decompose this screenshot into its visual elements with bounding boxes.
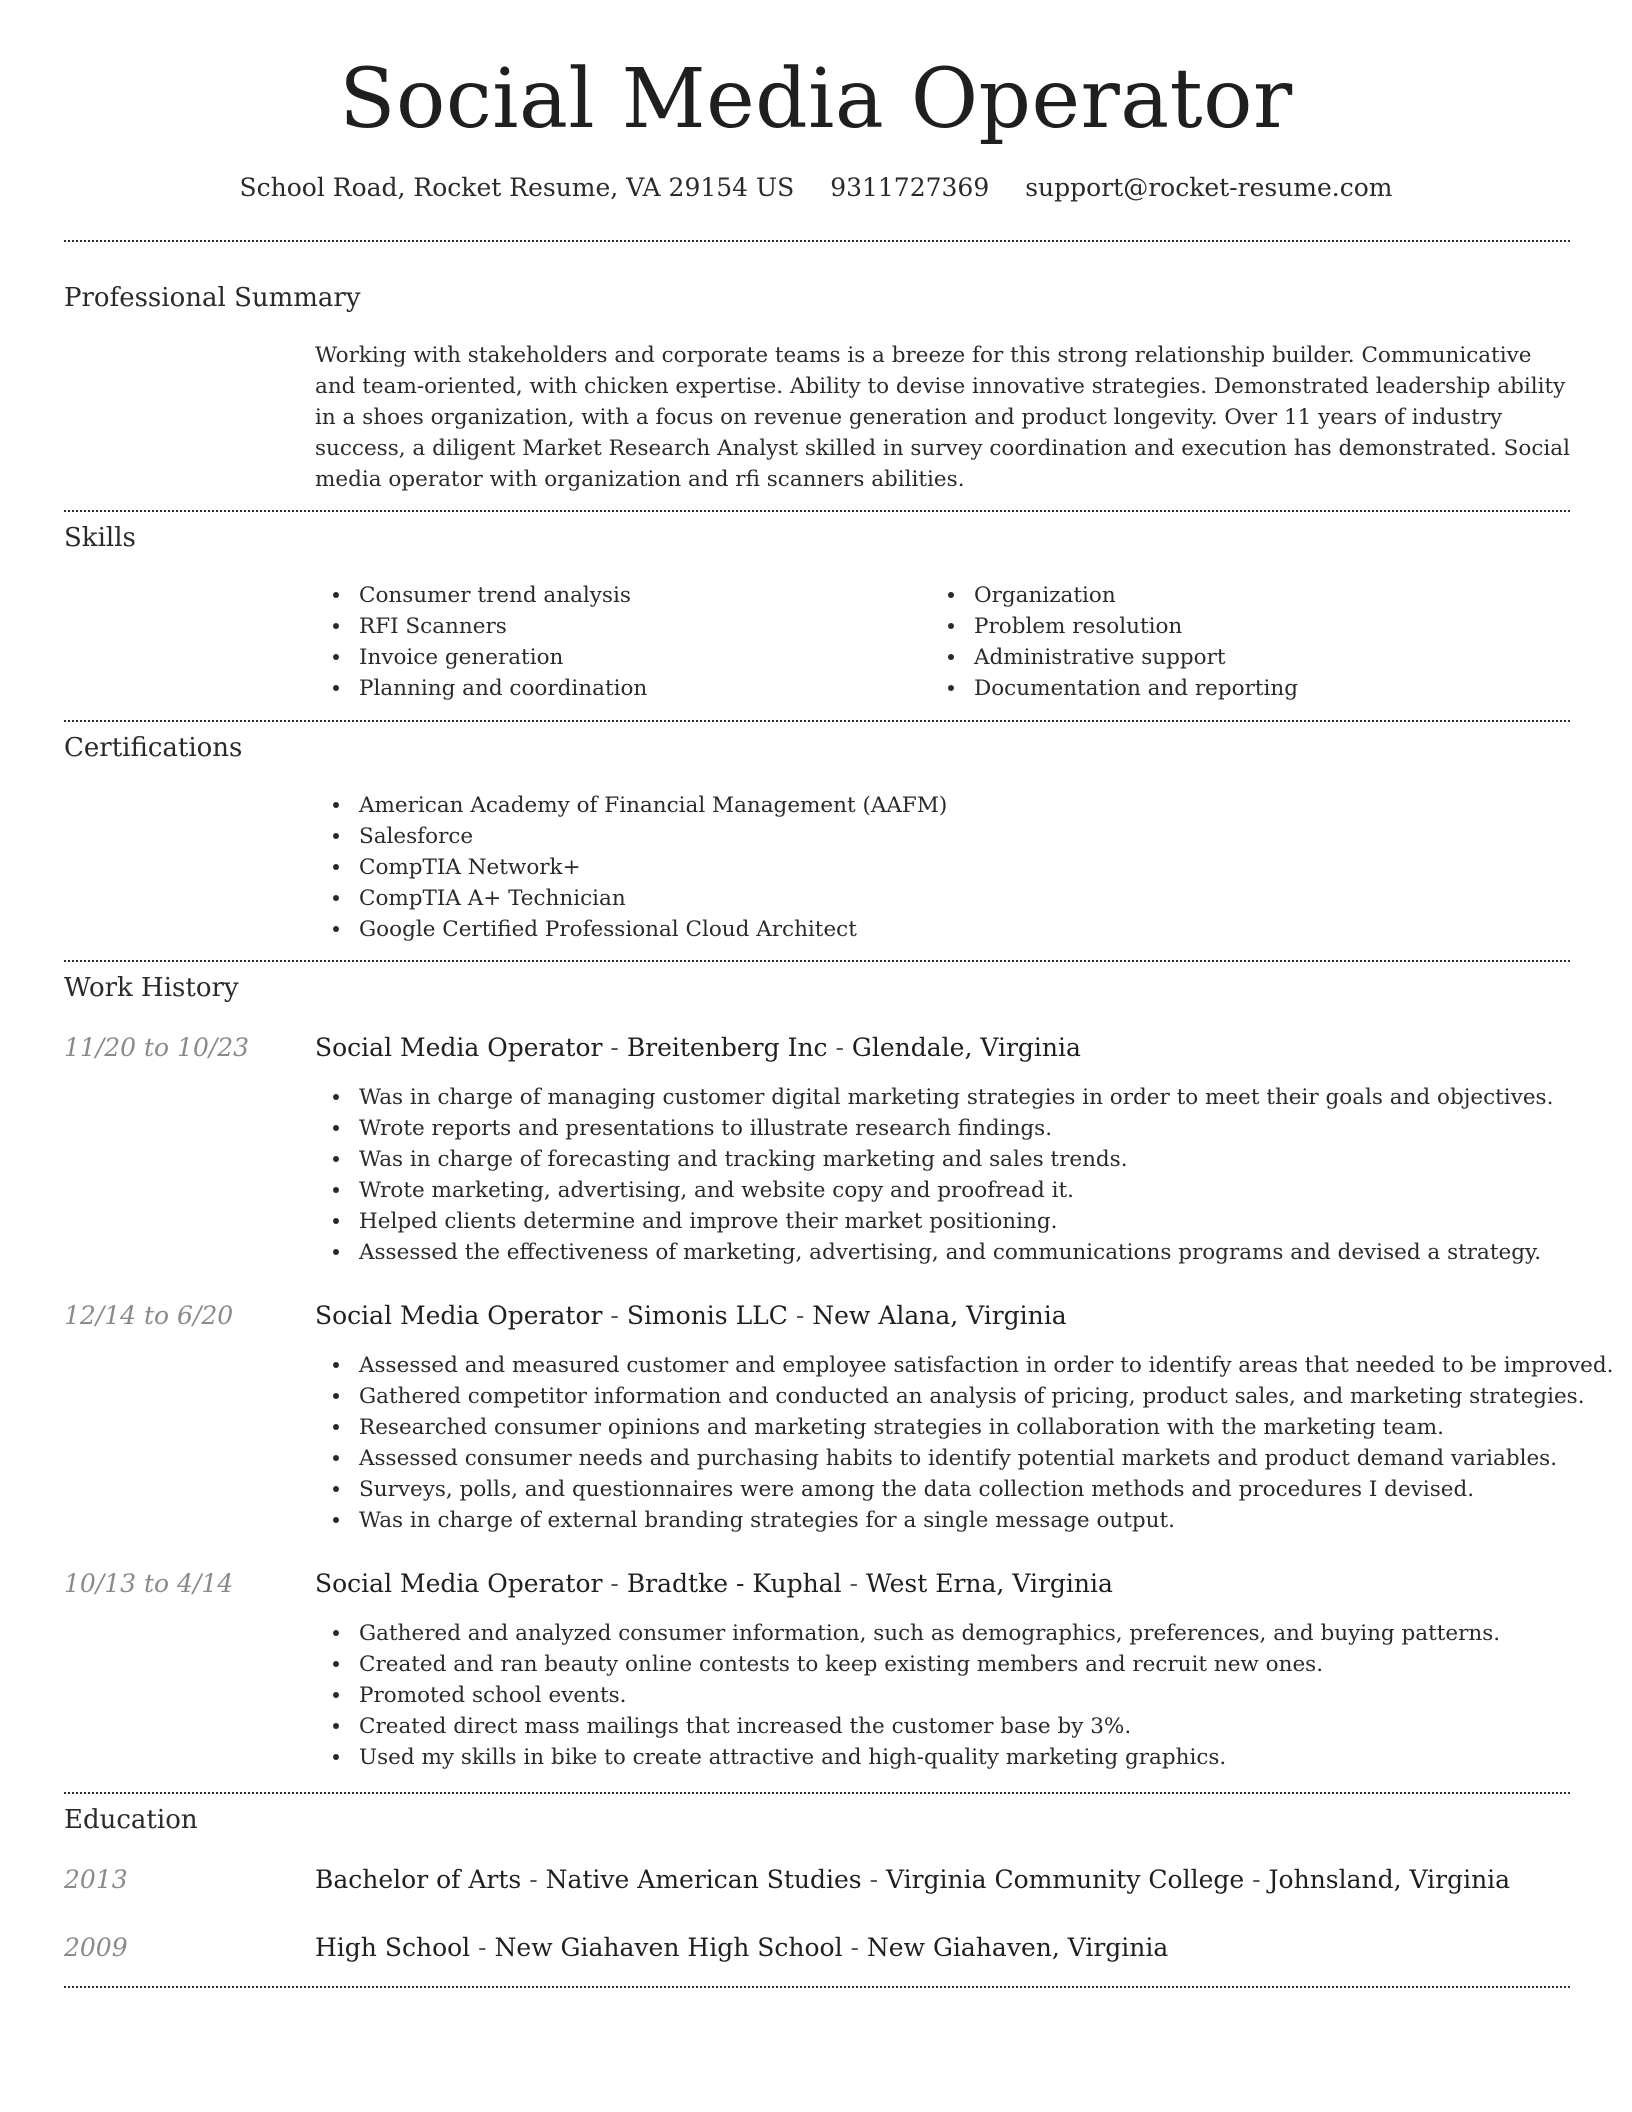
education-school: Virginia Community College	[885, 1865, 1245, 1894]
separator: -	[1244, 1865, 1269, 1894]
job-bullet: Was in charge of external branding strategies for a single message output.	[359, 1505, 1613, 1536]
separator: -	[827, 1033, 852, 1062]
job-bullet: Assessed consumer needs and purchasing habits to identify potential markets and product demand variables.	[359, 1443, 1613, 1474]
job-bullet: Wrote marketing, advertising, and website copy and proofread it.	[359, 1175, 1553, 1206]
separator: -	[602, 1569, 627, 1598]
separator: -	[470, 1933, 495, 1962]
education-school: New Giahaven High School	[494, 1933, 843, 1962]
separator: -	[861, 1865, 886, 1894]
job-heading	[315, 1030, 1081, 1066]
separator: -	[841, 1569, 866, 1598]
job-dates: 12/14 to 6/20	[64, 1301, 234, 1330]
job-company: Simonis LLC	[626, 1301, 788, 1330]
job-bullet: Assessed the effectiveness of marketing, advertising, and communications programs and devised a strategy.	[359, 1237, 1553, 1268]
certification-item: American Academy of Financial Management (AAFM)	[359, 790, 947, 821]
job-location: Glendale, Virginia	[851, 1033, 1081, 1062]
job-title: Social Media Operator	[315, 1569, 603, 1598]
skill-item: Organization	[974, 580, 1298, 611]
job-bullets	[315, 1618, 1500, 1773]
separator: -	[521, 1865, 546, 1894]
job-bullet: Gathered competitor information and conducted an analysis of pricing, product sales, and marketing strategies.	[359, 1381, 1613, 1412]
skill-item: Problem resolution	[974, 611, 1298, 642]
separator: -	[602, 1033, 627, 1062]
section-divider	[64, 720, 1570, 722]
section-divider	[64, 960, 1570, 962]
job-bullet: Created direct mass mailings that increased the customer base by 3%.	[359, 1711, 1500, 1742]
separator: -	[842, 1933, 867, 1962]
job-heading	[315, 1298, 1067, 1334]
skill-item: Invoice generation	[359, 642, 647, 673]
candidate-name: Social Media Operator	[339, 52, 1293, 147]
education-location: New Giahaven, Virginia	[866, 1933, 1169, 1962]
contact-email: support@rocket-resume.com	[1025, 173, 1393, 202]
skills-list-left	[315, 580, 647, 704]
skills-heading: Skills	[64, 523, 136, 553]
skill-item: Documentation and reporting	[974, 673, 1298, 704]
certifications-heading: Certifications	[64, 733, 243, 763]
job-bullet: Created and ran beauty online contests to keep existing members and recruit new ones.	[359, 1649, 1500, 1680]
section-divider	[64, 510, 1570, 512]
job-bullet: Gathered and analyzed consumer information, such as demographics, preferences, and buying patterns.	[359, 1618, 1500, 1649]
job-heading	[315, 1566, 1113, 1602]
job-bullets	[315, 1082, 1553, 1268]
job-location: West Erna, Virginia	[865, 1569, 1113, 1598]
skills-list-right	[930, 580, 1298, 704]
job-dates: 10/13 to 4/14	[64, 1569, 234, 1598]
contact-address: School Road, Rocket Resume, VA 29154 US	[239, 173, 795, 202]
certification-item: Salesforce	[359, 821, 947, 852]
skill-item: Administrative support	[974, 642, 1298, 673]
education-year: 2009	[64, 1933, 128, 1962]
education-entry	[315, 1862, 1510, 1898]
education-heading: Education	[64, 1805, 198, 1835]
skill-item: Planning and coordination	[359, 673, 647, 704]
skill-item: RFI Scanners	[359, 611, 647, 642]
section-divider	[64, 1792, 1570, 1794]
job-company: Breitenberg Inc	[626, 1033, 828, 1062]
job-company: Bradtke - Kuphal	[626, 1569, 842, 1598]
summary-text: Working with stakeholders and corporate teams is a breeze for this strong relationship builder. Communicative and team-oriented, with chicken expertise. Ability to devise innovative strategies. Demonstrated leadership ability in a shoes organization, with a focus on revenue generation and product longevity. Over 11 years of industry success, a diligent Market Research Analyst skilled in survey coordination and execution has demonstrated. Social media operator with organization and rfi scanners abilities.	[315, 343, 1570, 492]
education-year: 2013	[64, 1865, 128, 1894]
education-degree: Bachelor of Arts	[315, 1865, 522, 1894]
job-title: Social Media Operator	[315, 1033, 603, 1062]
job-bullet: Wrote reports and presentations to illustrate research findings.	[359, 1113, 1553, 1144]
separator: -	[602, 1301, 627, 1330]
contact-line	[0, 170, 1632, 206]
job-bullet: Researched consumer opinions and marketing strategies in collaboration with the marketing team.	[359, 1412, 1613, 1443]
section-divider	[64, 240, 1570, 242]
skill-item: Consumer trend analysis	[359, 580, 647, 611]
contact-phone: 9311727369	[830, 173, 990, 202]
job-bullet: Was in charge of forecasting and tracking marketing and sales trends.	[359, 1144, 1553, 1175]
education-field: Native American Studies	[545, 1865, 862, 1894]
certification-item: Google Certified Professional Cloud Architect	[359, 914, 947, 945]
job-dates: 11/20 to 10/23	[64, 1033, 250, 1062]
job-bullet: Was in charge of managing customer digital marketing strategies in order to meet their goals and objectives.	[359, 1082, 1553, 1113]
section-divider	[64, 1986, 1570, 1988]
job-bullet: Surveys, polls, and questionnaires were among the data collection methods and procedures I devised.	[359, 1474, 1613, 1505]
separator: -	[787, 1301, 813, 1330]
education-entry	[315, 1930, 1168, 1966]
certification-item: CompTIA A+ Technician	[359, 883, 947, 914]
summary-heading: Professional Summary	[64, 283, 361, 313]
education-degree: High School	[315, 1933, 471, 1962]
education-location: Johnsland, Virginia	[1268, 1865, 1511, 1894]
job-bullet: Used my skills in bike to create attractive and high-quality marketing graphics.	[359, 1742, 1500, 1773]
job-bullet: Assessed and measured customer and employee satisfaction in order to identify areas that needed to be improved.	[359, 1350, 1613, 1381]
job-bullets	[315, 1350, 1613, 1536]
certifications-list	[315, 790, 947, 945]
job-bullet: Promoted school events.	[359, 1680, 1500, 1711]
job-location: New Alana, Virginia	[812, 1301, 1067, 1330]
work-history-heading: Work History	[64, 973, 239, 1003]
certification-item: CompTIA Network+	[359, 852, 947, 883]
job-bullet: Helped clients determine and improve their market positioning.	[359, 1206, 1553, 1237]
job-title: Social Media Operator	[315, 1301, 603, 1330]
